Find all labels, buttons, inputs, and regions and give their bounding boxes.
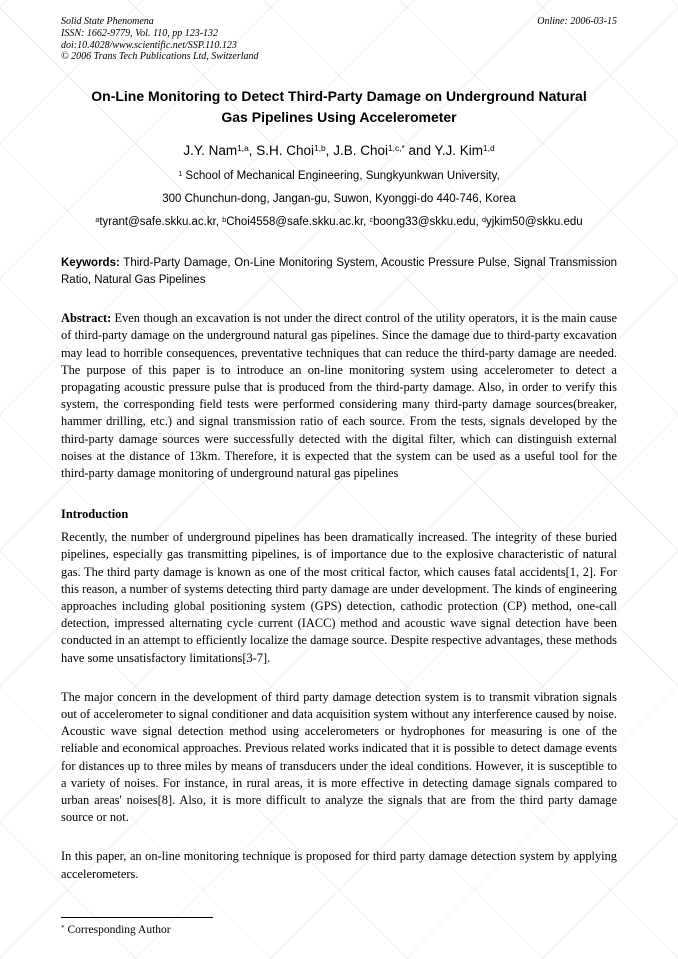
introduction-paragraph-2: The major concern in the development of third party damage detection system is to transmit vibration signals out of accelerometer to signal conditioner and data acquisition system without any interference caused by noise. Acoustic wave signal detection method using accelerometers or hydrophones for measuring is one of the reliable and economical approaches. Previous related works indicated that it is possible to detect damage events for distances up to three miles by means of transducers under the ideal conditions. However, it is susceptible to a variety of noises. For instance, in rural areas, it is more effective in detecting damage signals compared to urban areas' noises[8]. Also, it is more difficult to analyze the signals that are from the third party damage source or not. bbox=[61, 689, 617, 825]
author-name: J.Y. Nam bbox=[183, 143, 238, 159]
journal-name: Solid State Phenomena bbox=[61, 16, 154, 27]
author-name: Y.J. Kim bbox=[434, 143, 484, 159]
author-name: S.H. Choi bbox=[256, 143, 315, 159]
author-affiliation-marker: 1,c,* bbox=[387, 143, 405, 154]
author-affiliation-marker: 1,d bbox=[483, 143, 495, 154]
author-separator: , bbox=[248, 143, 257, 159]
publication-header bbox=[61, 16, 617, 63]
footnote-marker: * bbox=[61, 923, 65, 932]
affiliation-text: School of Mechanical Engineering, Sungkyunkwan University, bbox=[182, 170, 500, 183]
author-separator: and bbox=[404, 143, 435, 159]
abstract-text: Even though an excavation is not under the direct control of the utility operators, it is the main cause of third-party damage on the underground natural gas pipelines. Since the damage due to third-party excavation may lead to horrible consequences, preventative techniques that can reduce the third-party damage are needed. The purpose of this paper is to introduce an on-line monitoring system using accelerometer to detect a propagating acoustic pressure pulse that is produced from the third-party damage. Also, in order to verify this system, the corresponding field tests were performed considering many third-party damage sources(breaker, hammer drilling, etc.) and signal transmission ratio of each source. From the tests, signals developed by the third-party damage sources were successfully detected with the digital filter, which can distinguish external noises at the distance of 13km. Therefore, it is expected that the system can be used as a useful tool for the third-party damage monitoring of underground natural gas pipelines bbox=[61, 311, 617, 481]
keywords-paragraph bbox=[61, 255, 617, 288]
issn-volume-pages: ISSN: 1662-9779, Vol. 110, pp 123-132 bbox=[61, 27, 219, 39]
paper-title: On-Line Monitoring to Detect Third-Party Damage on Underground Natural Gas Pipelines Using Accelerometer bbox=[91, 88, 587, 126]
doi-line: doi:10.4028/www.scientific.net/SSP.110.123 bbox=[61, 39, 237, 51]
author-emails-line bbox=[61, 211, 617, 234]
email-marker: d bbox=[481, 215, 486, 224]
email-address: tyrant@safe.skku.ac.kr, bbox=[99, 216, 223, 229]
copyright-line: © 2006 Trans Tech Publications Ltd, Switzerland bbox=[61, 51, 259, 63]
footnote-text-line bbox=[61, 923, 213, 937]
affiliation-line-2: 300 Chunchun-dong, Jangan-gu, Suwon, Kyonggi-do 440-746, Korea bbox=[162, 193, 516, 206]
abstract-label: Abstract: bbox=[61, 311, 112, 326]
footnote-text: Corresponding Author bbox=[64, 924, 171, 936]
introduction-paragraph-1: Recently, the number of underground pipelines has been dramatically increased. The integrity of these buried pipelines, especially gas transmitting pipelines, is of importance due to the explosive characteristic of natural gas. The third party damage is known as one of the most critical factor, which causes fatal accidents[1, 2]. For this reason, a number of systems detecting third party damage are under development. The kinds of engineering approaches including global positioning system (GPS) detection, cathodic protection (CP) method, one-call detection, impressed alternating cycle current (IACC) method and acoustic wave signal detection have been conducted in an attempt to efficiently localize the damage source. Despite respective advantages, these methods have some unsatisfactory limitations[3-7]. bbox=[61, 530, 617, 665]
email-address: boong33@skku.edu, bbox=[373, 216, 482, 229]
footnote bbox=[61, 917, 213, 937]
affiliation-line-1 bbox=[61, 165, 617, 188]
author-affiliation-marker: 1,b bbox=[314, 143, 326, 154]
author-separator: , bbox=[325, 143, 334, 159]
affiliation-marker: 1 bbox=[178, 169, 183, 178]
author-affiliation-marker: 1,a bbox=[237, 143, 249, 154]
email-marker: b bbox=[222, 215, 227, 224]
publication-info bbox=[61, 16, 259, 63]
keywords-text: Third-Party Damage, On-Line Monitoring System, Acoustic Pressure Pulse, Signal Transmission Ratio, Natural Gas Pipelines bbox=[61, 257, 617, 286]
email-marker: a bbox=[95, 215, 100, 224]
online-date: Online: 2006-03-15 bbox=[537, 16, 617, 27]
introduction-paragraph-3: In this paper, an on-line monitoring technique is proposed for third party damage detection system by applying accelerometers. bbox=[61, 849, 617, 881]
section-heading-introduction: Introduction bbox=[61, 507, 129, 522]
email-marker: c bbox=[369, 215, 374, 224]
author-name: J.B. Choi bbox=[333, 143, 388, 159]
email-address: Choi4558@safe.skku.ac.kr, bbox=[226, 216, 370, 229]
authors-line bbox=[61, 143, 617, 159]
email-address: yjkim50@skku.edu bbox=[485, 216, 583, 229]
keywords-label: Keywords: bbox=[61, 257, 120, 270]
abstract-paragraph bbox=[61, 310, 617, 482]
affiliation-block bbox=[61, 165, 617, 234]
footnote-divider bbox=[61, 917, 213, 918]
